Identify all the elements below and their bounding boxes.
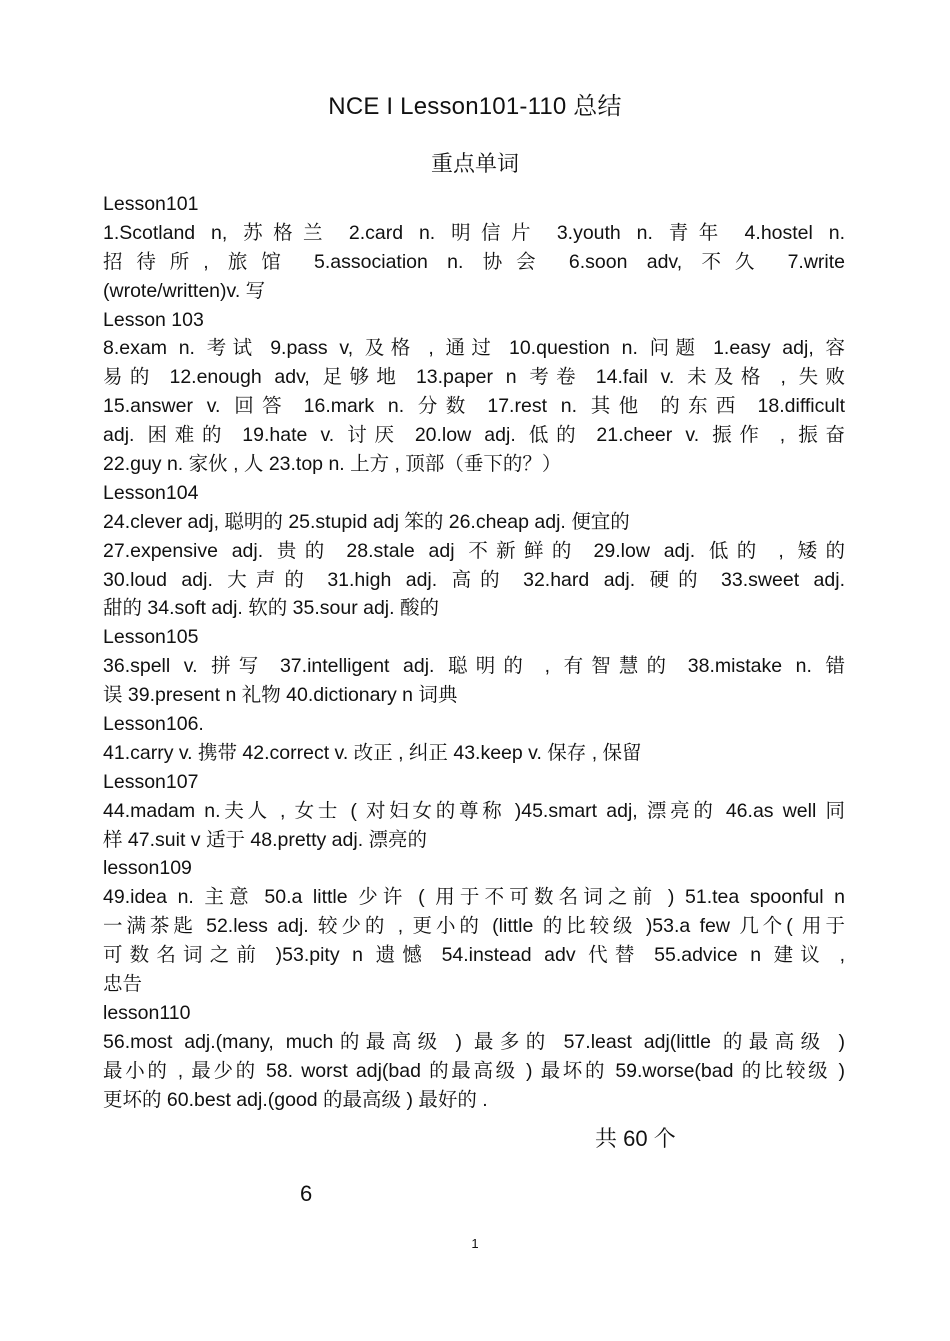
text-line: Lesson101	[103, 193, 199, 215]
text-line: 56.most adj.(many, much的最高级 ) 最多的 57.least adj(little 的最高级 )	[103, 1030, 845, 1053]
text-line: 30.loud adj. 大声的 31.high adj. 高的 32.hard adj. 硬的 33.sweet adj.	[103, 568, 845, 591]
text-line: (wrote/written)v. 写	[103, 279, 266, 302]
text-line: 49.idea n. 主意 50.a little 少许 ( 用于不可数名词之前 ) 51.tea spoonful n	[103, 886, 845, 909]
text-line: lesson110	[103, 1001, 191, 1024]
text-line: 更坏的 60.best adj.(good 的最高级 ) 最好的 .	[103, 1088, 488, 1111]
text-line: 甜的 34.soft adj. 软的 35.sour adj. 酸的	[103, 597, 439, 620]
text-line: lesson109	[103, 857, 192, 880]
text-line: 15.answer v. 回答 16.mark n. 分数 17.rest n. 其他 的东西 18.difficult	[103, 395, 845, 418]
text-line: Lesson106.	[103, 713, 204, 736]
text-line: 27.expensive adj. 贵的 28.stale adj 不新鲜的 29.low adj. 低的 , 矮的	[103, 539, 845, 562]
note-number: 6	[300, 1181, 313, 1206]
page-number: 1	[471, 1236, 479, 1251]
text-line: 一满茶匙 52.less adj. 较少的 , 更小的 (little 的比较级 )53.a few 几个( 用于	[103, 915, 845, 938]
text-line: 41.carry v. 携带 42.correct v. 改正 , 纠正 43.keep v. 保存 , 保留	[103, 741, 642, 764]
section-heading: 重点单词	[430, 151, 519, 176]
text-line: 1.Scotland n, 苏格兰 2.card n. 明信片 3.youth n. 青年 4.hostel n.	[103, 221, 845, 244]
total-count: 共 60 个	[595, 1126, 676, 1151]
page-title: NCE I Lesson101-110 总结	[328, 93, 622, 120]
text-line: 易的 12.enough adv, 足够地 13.paper n 考卷 14.fail v. 未及格 , 失败	[103, 366, 845, 389]
text-line: 招待所, 旅馆 5.association n. 协会 6.soon adv, 不久 7.write	[103, 250, 845, 273]
text-line: 44.madam n.夫人 , 女士 ( 对妇女的尊称 )45.smart adj, 漂亮的 46.as well 同	[103, 799, 845, 822]
text-line: 24.clever adj, 聪明的 25.stupid adj 笨的 26.cheap adj. 便宜的	[103, 510, 630, 533]
text-line: 8.exam n. 考试 9.pass v, 及格 , 通过 10.question n. 问题 1.easy adj, 容	[103, 337, 845, 360]
text-line: Lesson107	[103, 770, 199, 793]
text-line: 误 39.present n 礼物 40.dictionary n 词典	[103, 684, 458, 707]
text-line: adj. 困难的 19.hate v. 讨厌 20.low adj. 低的 21.cheer v. 振作 , 振奋	[103, 424, 845, 447]
text-line: 22.guy n. 家伙 , 人 23.top n. 上方 , 顶部（垂下的？）	[103, 453, 562, 476]
text-line: 样 47.suit v 适于 48.pretty adj. 漂亮的	[103, 828, 428, 851]
text-line: 可数名词之前 )53.pity n 遗憾 54.instead adv 代替 55.advice n 建议 ,	[103, 944, 845, 967]
text-line: 忠告	[103, 973, 143, 996]
text-line: 最小的 , 最少的 58. worst adj(bad 的最高级 ) 最坏的 59.worse(bad 的比较级 )	[103, 1059, 845, 1082]
vocabulary-list	[103, 190, 845, 1115]
text-line: Lesson105	[103, 626, 199, 649]
text-line: 36.spell v. 拼写 37.intelligent adj. 聪明的 , 有智慧的 38.mistake n. 错	[103, 655, 845, 678]
text-line: Lesson 103	[103, 308, 204, 331]
text-line: Lesson104	[103, 481, 199, 504]
